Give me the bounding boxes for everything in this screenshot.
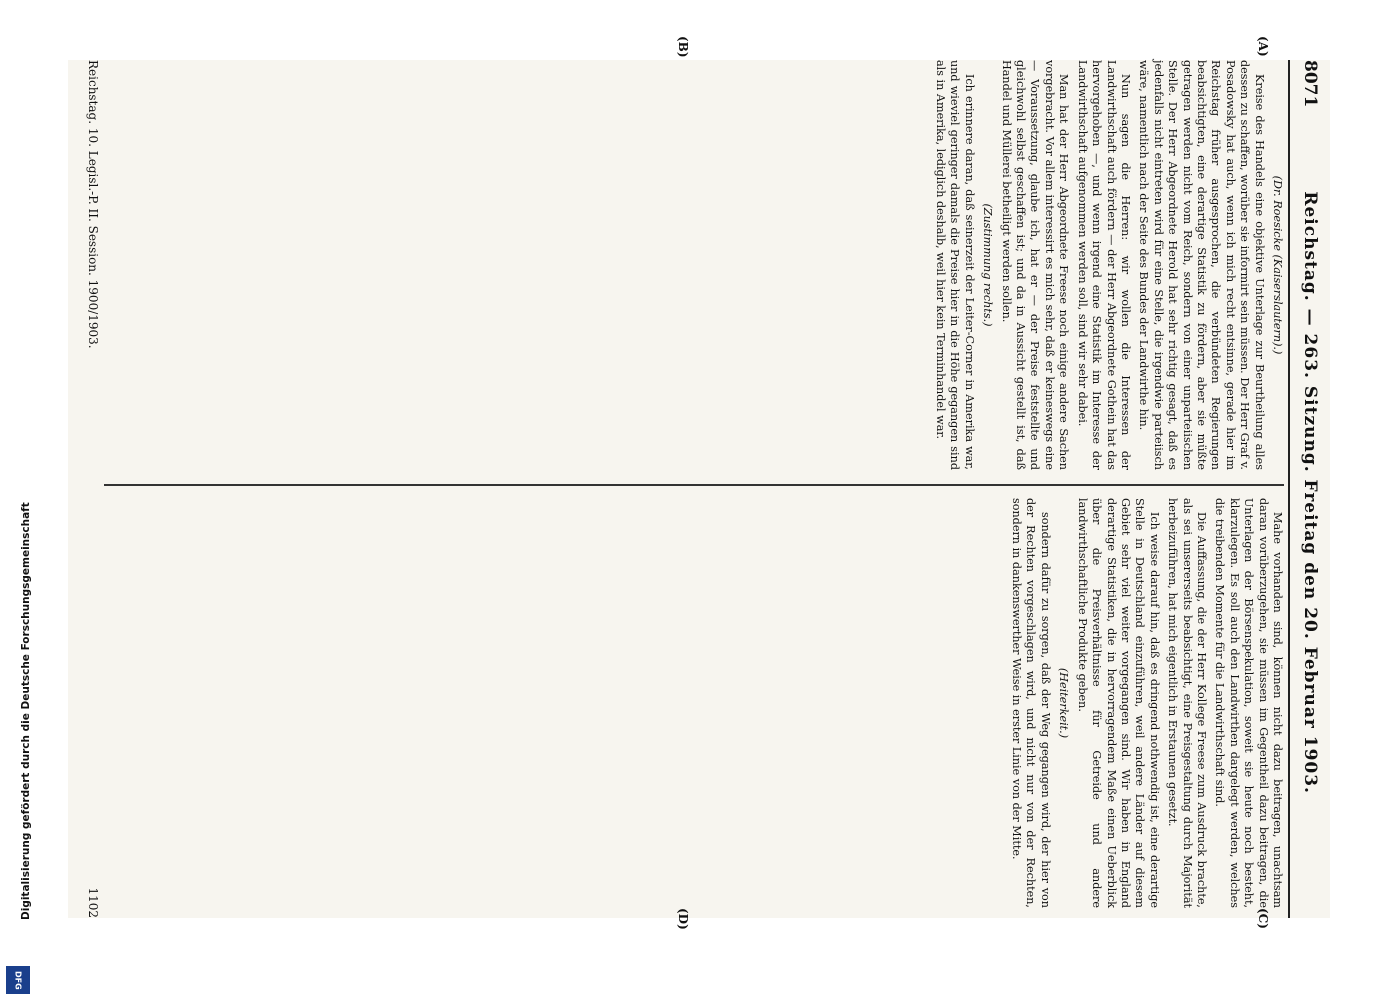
page-header <box>1288 60 1330 918</box>
dfg-logo: DFG <box>6 966 30 994</box>
page-footer <box>86 60 100 918</box>
right-paragraph-3: Ich weise darauf hin, daß es dringend nothwendig ist, eine derartige Stelle in Deutschland einzuführen, weil andere Länder auf diesem Gebiet sehr viel weiter vorgegangen sind. Wir haben in England derartige Statistiken, die in hervorragendem Maße einen Ueberblick über die Preisverhältnisse für Getreide und andere landwirthschaftliche Produkte geben. <box>1075 498 1161 908</box>
margin-marker-c: (C) <box>1256 908 1270 929</box>
left-paragraph-3: Man hat der Herr Abgeordnete Freese noch einige andere Sachen vorgebracht. Vor allem interessirt es mich sehr, daß er keineswegs eine — Voraussetzung, glaube ich, hat er — der Preise feststellte und gleichwohl selbst geschaffen ist; und da in Aussicht gestellt ist, daß Handel und Müllerei betheiligt werden sollen. <box>999 60 1071 470</box>
margin-marker-b: (B) <box>676 36 690 58</box>
digitization-notice-text: Digitalisierung gefördert durch die Deutsche Forschungsgemeinschaft <box>20 502 32 920</box>
footer-page-number: 1102 <box>86 887 100 918</box>
header-title: Reichstag. — 263. Sitzung. Freitag den 20. Februar 1903. <box>1300 191 1320 794</box>
right-paragraph-2: Die Auffassung, die der Herr Kollege Freese zum Ausdruck brachte, als sei unsererseits beabsichtigt, eine Preisgestaltung durch Majorität herbeizuführen, hat mich eigentlich in Erstaunen gesetzt. <box>1166 498 1208 908</box>
column-divider <box>104 484 1284 486</box>
left-applause: (Zustimmung rechts.) <box>981 203 995 327</box>
header-page-number: 8071 <box>1300 60 1320 108</box>
right-column <box>1005 498 1284 908</box>
right-paragraph-4: sondern dafür zu sorgen, daß der Weg gegangen wird, der hier von der Rechten vorgeschlagen wird, und nicht nur von der Rechten, sondern in dankenswerther Weise in erster Linie von der Mitte. <box>1010 498 1052 908</box>
right-applause: (Heiterkeit.) <box>1057 667 1071 739</box>
left-paragraph-4: Ich erinnere daran, daß seinerzeit der Leiter-Corner in Amerika war, und wieviel geringer damals die Preise hier in die Höhe gegangen sind als in Amerika, lediglich deshalb, weil hier kein Terminhandel war. <box>934 60 976 470</box>
margin-marker-a: (A) <box>1256 36 1270 57</box>
margin-marker-d: (D) <box>676 908 690 930</box>
left-column <box>929 60 1284 470</box>
left-paragraph-2: Nun sagen die Herren: wir wollen die Interessen der Landwirthschaft auch fördern — der Herr Abgeordnete Gothein hat das hervorgehoben —, und wenn irgend eine Statistik im Interesse der Landwirthschaft aufgenommen werden soll, sind wir sehr dabei. <box>1075 60 1132 470</box>
digitization-notice <box>8 180 32 920</box>
footer-session: Reichstag. 10. Legisl.-P. II. Session. 1900/1903. <box>86 60 100 349</box>
rotated-content <box>68 36 1330 930</box>
right-paragraph-1: Mahe vorhanden sind, können nicht dazu beitragen, unachtsam daran vorüberzugehen, sie müssen im Gegentheil dazu beitragen, die Unterlagen der Börsenspekulation, soweit sie heute noch besteht, klarzulegen. Es soll auch den Landwirthen dargelegt werden, welches die treibenden Momente für die Landwirthschaft sind. <box>1213 498 1284 908</box>
left-paragraph-1: Kreise des Handels eine objektive Unterlage zur Beurtheilung alles dessen zu schaffen, worüber sie informirt sein müssen. Der Herr Graf v. Posadowsky hat auch, wenn ich mich recht entsinne, gerade hier im Reichstag früher ausgesprochen, die verbündeten Regierungen beabsichtigten, eine derartige Statistik zu fördern, aber sie müßte getragen werden nicht vom Reich, sondern von einer unparteiischen Stelle. Der Herr Abgeordnete Herold hat sehr richtig gesagt, daß es jedenfalls nicht eintreten wird für eine Stelle, die irgendwie parteiisch wäre, namentlich nach der Seite des Bundes der Landwirthe hin. <box>1137 60 1266 470</box>
speaker-line: (Dr. Roesicke (Kaiserslautern).) <box>1271 175 1284 355</box>
scanned-page <box>68 36 1330 930</box>
